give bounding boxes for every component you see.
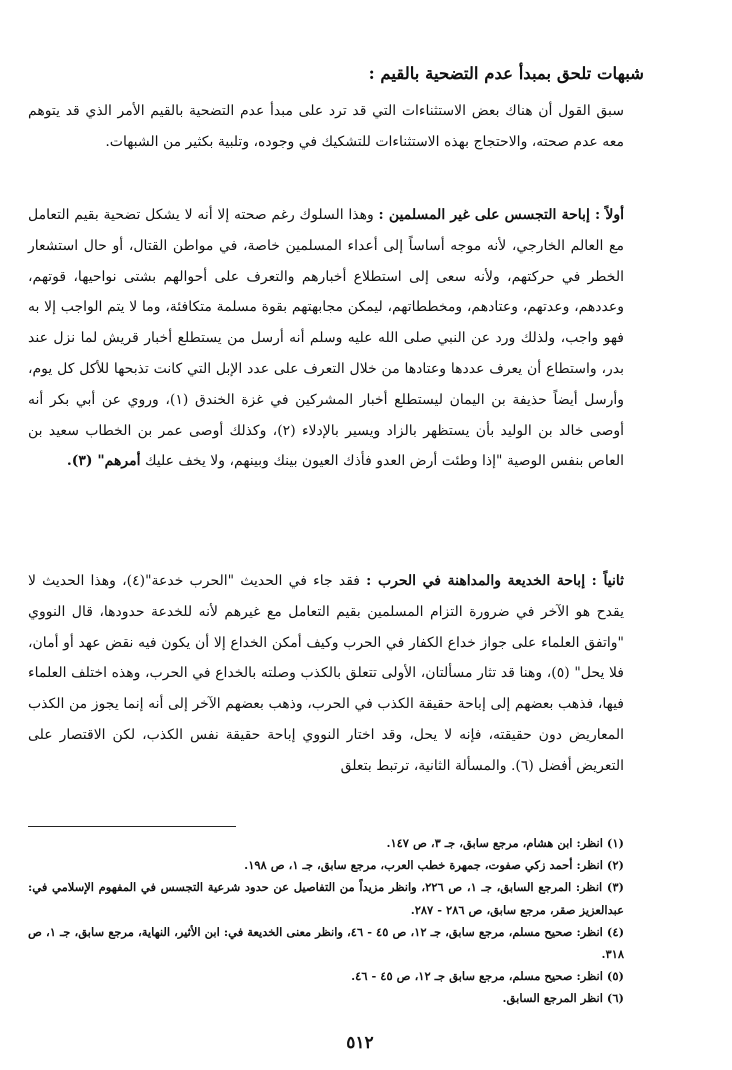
page-number: ٥١٢ xyxy=(346,1033,374,1053)
section-two-lead: ثانياً : إباحة الخديعة والمداهنة في الحرب : xyxy=(366,573,625,589)
footnote-3: (٣) انظر: المرجع السابق، جـ ١، ص ٢٢٦، وانظر مزيداً من التفاصيل عن حدود شرعية التجسس في المفهوم الإسلامي في: عبدالعزيز صقر، مرجع سابق، ص ٢٨٦ - ٢٨٧. xyxy=(28,880,624,917)
section-one-body: وهذا السلوك رغم صحته إلا أنه لا يشكل تضحية بقيم التعامل مع العالم الخارجي، لأنه موجه أساساً إلى أعداء المسلمين خاصة، في مواطن القتال، أو حال استشعار الخطر في حركتهم، ولأنه سعى إلى استطلاع أخبارهم والتعرف على أحوالهم بشتى نواحيها، قوتهم، وعددهم، وعدتهم، وعتادهم، ومخططاتهم، ليمكن مجابهتهم بقوة مسلمة متكافئة، وما لا يتم الواجب إلا به فهو واجب، ولذلك ورد عن النبي صلى الله عليه وسلم أنه أرسل من يستطلع أخبار قريش لما نزل عند بدر، واستطاع أن يعرف عددها وعتادها من خلال التعرف على عدد الإبل التي كانت تذبحها للأكل كل يوم، وأرسل أيضاً حذيفة بن اليمان ليستطلع أخبار المشركين في غزة الخندق (١)، وروي عن أبي بكر أنه أوصى خالد بن الوليد بأن يستظهر بالزاد ويسير بالإدلاء (٢)، وكذلك أوصى عمر بن الخطاب سعيد بن العاص بنفس الوصية "إذا وطئت أرض العدو فأذك العيون بينك وبينهم، ولا يخف عليك xyxy=(28,207,624,470)
section-one-lead: أولاً : إباحة التجسس على غير المسلمين : xyxy=(378,207,624,223)
footnote-5: (٥) انظر: صحيح مسلم، مرجع سابق جـ ١٢، ص ٤٥ - ٤٦. xyxy=(351,969,624,984)
section-heading: شبهات تلحق بمبدأ عدم التضحية بالقيم : xyxy=(368,64,644,83)
footnote-2: (٢) انظر: أحمد زكي صفوت، جمهرة خطب العرب، مرجع سابق، جـ ١، ص ١٩٨. xyxy=(244,858,624,873)
section-one-paragraph xyxy=(28,200,624,477)
footnotes xyxy=(28,832,624,1010)
footnote-1: (١) انظر: ابن هشام، مرجع سابق، جـ ٣، ص ١٤٧. xyxy=(386,836,624,850)
section-one-tail: أمرهم" (٣). xyxy=(66,453,141,470)
section-two-body: فقد جاء في الحديث "الحرب خدعة"(٤)، وهذا الحديث لا يقدح هو الآخر في ضرورة التزام المسلمين بقيم التعامل مع غيرهم لأنه للخدعة حدودها، قال النووي "واتفق العلماء على جواز خداع الكفار في الحرب وكيف أمكن الخداع إلا أن يكون فيه نقض عهد أو أمان، فلا يحل" (٥)، وهنا قد تثار مسألتان، الأولى تتعلق بالكذب وصلته بالخداع في الحرب، وهذه اختلف العلماء فيها، فذهب بعضهم إلى إباحة حقيقة الكذب في الحرب، وذهب بعضهم الآخر إلى أنه إنما يجوز من الكذب المعاريض دون حقيقته، فإنه لا يحل، وقد اختار النووي إباحة حقيقة نفس الكذب، لكن الاقتصار على التعريض أفضل (٦). والمسألة الثانية، ترتبط بتعلق xyxy=(28,573,624,774)
footnote-4: (٤) انظر: صحيح مسلم، مرجع سابق، جـ ١٢، ص ٤٥ - ٤٦، وانظر معنى الخديعة في: ابن الأثير، النهاية، مرجع سابق، جـ ١، ص ٣١٨. xyxy=(28,924,625,962)
intro-paragraph: سبق القول أن هناك بعض الاستثناءات التي قد ترد على مبدأ عدم التضحية بالقيم الأمر الذي قد يتوهم معه عدم صحته، والاحتجاج بهذه الاستثناءات للتشكيك في وجوده، وتلبية بكثير من الشبهات. xyxy=(28,103,624,150)
footnote-divider xyxy=(28,826,236,827)
footnote-6: (٦) انظر المرجع السابق. xyxy=(502,991,624,1006)
section-two-paragraph xyxy=(28,566,624,782)
